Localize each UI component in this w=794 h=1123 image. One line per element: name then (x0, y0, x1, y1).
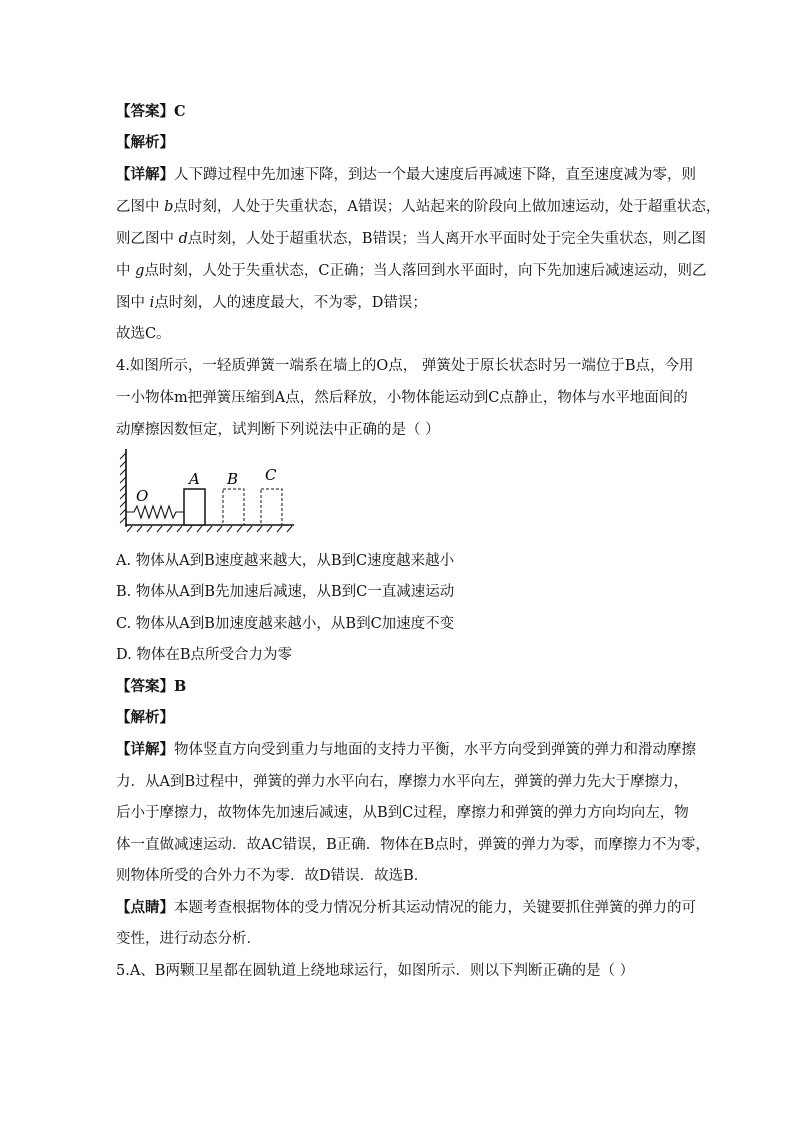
prev-detail-tag: 【详解】 (116, 166, 174, 183)
q4-comment-text: 本题考查根据物体的受力情况分析其运动情况的能力，关键要抓住弹簧的弹力的可 (174, 900, 696, 916)
prev-detail-text: 则乙图中 (116, 231, 179, 247)
prev-detail-text: 中 (116, 263, 136, 279)
q4-detail-line-4: 体一直做减速运动．故AC错误，B正确．物体在B点时，弹簧的弹力为零，而摩擦力不为零， (116, 837, 710, 853)
label-o: O (136, 487, 149, 505)
point-label-i: i (149, 295, 155, 311)
prev-detail-text: 图中 (116, 295, 150, 311)
prev-detail-line-1 (116, 165, 696, 185)
q4-comment-line-2: 变性，进行动态分析． (116, 931, 261, 947)
prev-detail-line-2 (116, 197, 720, 217)
q4-detail-text: 物体竖直方向受到重力与地面的支持力平衡，水平方向受到弹簧的弹力和滑动摩擦 (174, 742, 696, 758)
q4-detail-line-1 (116, 740, 696, 760)
q4-option-a: A. 物体从A到B速度越来越大，从B到C速度越来越小 (116, 553, 455, 569)
q4-analysis-label: 【解析】 (116, 709, 174, 726)
block-a (184, 489, 205, 525)
q4-option-d: D. 物体在B点所受合力为零 (116, 647, 292, 663)
point-label-d: d (178, 231, 188, 247)
spring-block-diagram (118, 449, 298, 533)
prev-detail-text: 点时刻，人处于失重状态，A错误；人站起来的阶段向上做加速运动，处于超重状态， (173, 199, 721, 215)
prev-detail-text: 点时刻，人的速度最大，不为零，D错误； (154, 295, 427, 311)
prev-conclusion: 故选C。 (116, 326, 171, 342)
q4-detail-line-2: 力．从A到B过程中，弹簧的弹力水平向右，摩擦力水平向左，弹簧的弹力先大于摩擦力， (116, 774, 689, 790)
wall (120, 449, 126, 527)
q4-option-c: C. 物体从A到B加速度越来越小，从B到C加速度不变 (116, 616, 455, 632)
ground (126, 525, 294, 532)
point-label-b: b (164, 199, 174, 215)
prev-answer: 【答案】C (116, 103, 186, 120)
prev-analysis-label: 【解析】 (116, 134, 174, 151)
q5-stem: 5.A、B两颗卫星都在圆轨道上绕地球运行，如图所示．则以下判断正确的是（ ） (116, 963, 635, 979)
q4-detail-line-5: 则物体所受的合外力不为零．故D错误．故选B． (116, 868, 429, 884)
q4-answer: 【答案】B (116, 678, 187, 695)
prev-detail-line-5 (116, 293, 427, 313)
spring (126, 506, 184, 518)
prev-detail-text: 乙图中 (116, 199, 165, 215)
q4-comment-line-1 (116, 898, 696, 918)
q4-detail-tag: 【详解】 (116, 741, 174, 758)
prev-detail-text: 人下蹲过程中先加速下降，到达一个最大速度后再减速下降，直至速度减为零，则 (174, 167, 696, 183)
prev-detail-line-4 (116, 261, 707, 281)
q4-comment-tag: 【点睛】 (116, 899, 174, 916)
q4-stem-line-2: 一小物体m把弹簧压缩到A点，然后释放，小物体能运动到C点静止，物体与水平地面间的 (116, 390, 688, 406)
point-label-g: g (135, 263, 145, 279)
prev-detail-line-3 (116, 229, 706, 249)
q4-option-b: B. 物体从A到B先加速后减速，从B到C一直减速运动 (116, 584, 455, 600)
q4-detail-line-3: 后小于摩擦力，故物体先加速后减速，从B到C过程，摩擦力和弹簧的弹力方向均向左，物 (116, 805, 689, 821)
prev-detail-text: 点时刻，人处于超重状态，B错误；当人离开水平面时处于完全失重状态，则乙图 (187, 231, 707, 247)
q4-stem-line-3: 动摩擦因数恒定，试判断下列说法中正确的是（ ） (116, 422, 440, 438)
block-b-dashed (223, 489, 244, 525)
q4-stem-line-1: 4.如图所示，一轻质弹簧一端系在墙上的O点， 弹簧处于原长状态时另一端位于B点，今用 (116, 358, 694, 374)
block-c-dashed (261, 489, 282, 525)
label-a: A (189, 470, 200, 488)
prev-detail-text: 点时刻，人处于失重状态，C正确；当人落回到水平面时，向下先加速后减速运动，则乙 (144, 263, 707, 279)
label-b: B (227, 470, 239, 488)
label-c: C (265, 466, 277, 484)
